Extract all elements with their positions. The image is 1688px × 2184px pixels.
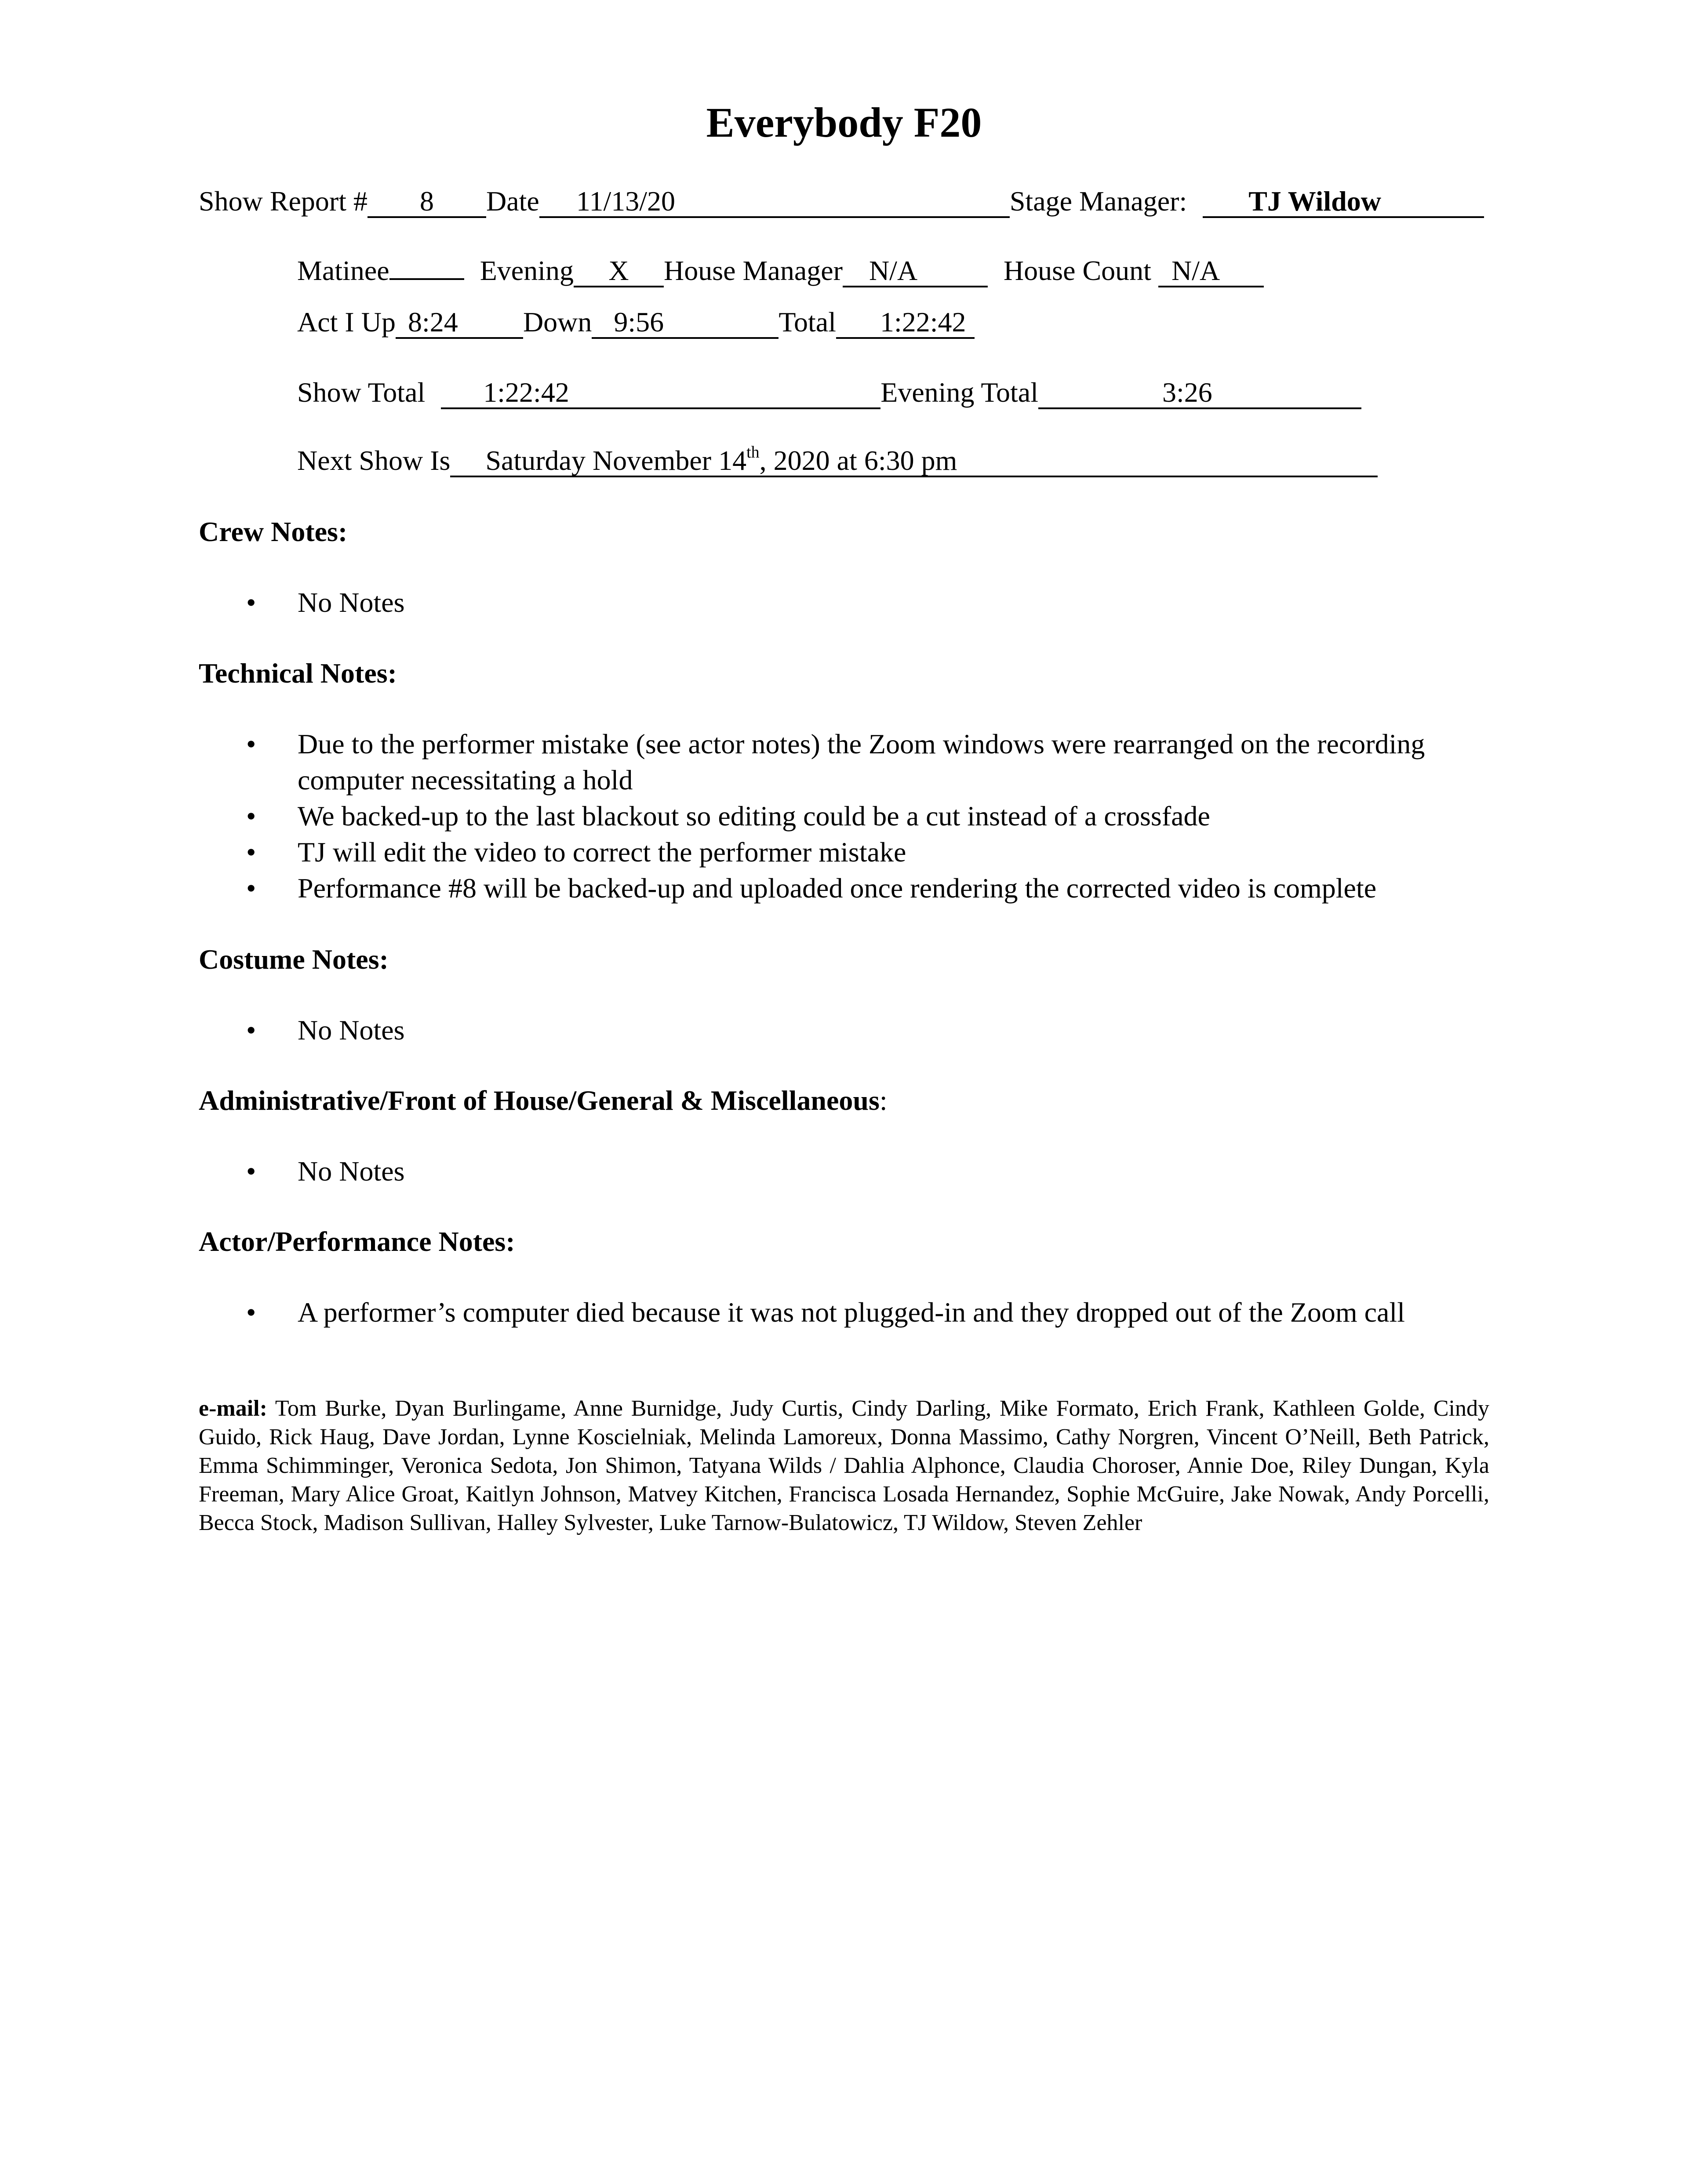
bullet-icon: •: [246, 587, 256, 618]
technical-notes-list: [199, 726, 1489, 906]
act-total-value: 1:22:42: [836, 308, 975, 339]
next-show-row: [297, 444, 1378, 478]
show-total-label: Show Total: [297, 377, 426, 408]
crew-notes-heading: Crew Notes:: [199, 516, 348, 547]
house-manager-label: House Manager: [663, 255, 843, 286]
performance-row: [297, 254, 1264, 288]
next-show-value: [450, 443, 1378, 477]
bullet-icon: •: [246, 800, 256, 832]
matinee-label: Matinee: [297, 255, 389, 286]
email-distribution: [199, 1394, 1489, 1537]
bullet-icon: •: [246, 1297, 256, 1328]
bullet-icon: •: [246, 872, 256, 904]
actor-notes-heading: Actor/Performance Notes:: [199, 1226, 515, 1257]
crew-notes-list: [199, 585, 1489, 621]
house-manager-value: N/A: [843, 257, 988, 287]
act1-up-value: 8:24: [396, 308, 523, 339]
list-item: • Performance #8 will be backed-up and uploaded once rendering the corrected video is complete: [199, 870, 1489, 906]
list-item: • A performer’s computer died because it was not plugged-in and they dropped out of the Zoom call: [199, 1294, 1489, 1330]
admin-notes-list: [199, 1153, 1489, 1189]
next-show-date: Saturday November 14: [485, 445, 747, 476]
down-value: 9:56: [592, 308, 779, 339]
document-title: Everybody F20: [706, 99, 982, 146]
date-value: 11/13/20: [539, 187, 1010, 218]
admin-notes-heading-text: Administrative/Front of House/General & Miscellaneous: [199, 1085, 880, 1116]
stage-manager-value: TJ Wildow: [1203, 187, 1484, 218]
list-item: • No Notes: [199, 1012, 1489, 1048]
matinee-value: [389, 277, 464, 280]
list-item: • No Notes: [199, 1153, 1489, 1189]
total-label: Total: [779, 306, 836, 338]
next-show-date-suffix: th: [746, 443, 760, 462]
house-count-value: N/A: [1158, 257, 1264, 287]
act1-up-label: Act I Up: [297, 306, 396, 338]
report-header-row: [199, 185, 1484, 218]
bullet-icon: •: [246, 1156, 256, 1187]
bullet-icon: •: [246, 1014, 256, 1046]
list-item: • Due to the performer mistake (see actor notes) the Zoom windows were rearranged on the recording computer necessitating a hold: [199, 726, 1489, 798]
down-label: Down: [523, 306, 592, 338]
bullet-icon: •: [246, 728, 256, 759]
show-report-number: 8: [367, 187, 486, 218]
costume-notes-list: [199, 1012, 1489, 1048]
list-item: • We backed-up to the last blackout so editing could be a cut instead of a crossfade: [199, 798, 1489, 834]
date-label: Date: [486, 185, 539, 217]
show-total-value: 1:22:42: [441, 378, 880, 409]
house-count-label: House Count: [1003, 255, 1151, 286]
list-item: • TJ will edit the video to correct the performer mistake: [199, 834, 1489, 870]
admin-notes-heading-colon: :: [879, 1085, 888, 1116]
admin-notes-heading: [199, 1084, 888, 1118]
evening-total-value: 3:26: [1038, 378, 1361, 409]
email-recipients: Tom Burke, Dyan Burlingame, Anne Burnidge, Judy Curtis, Cindy Darling, Mike Formato, Erich Frank, Kathleen Golde, Cindy Guido, Rick Haug, Dave Jordan, Lynne Koscielniak, Melinda Lamoreux, Donna Massimo, Cathy Norgren, Vincent O’Neill, Beth Patrick, Emma Schimminger, Veronica Sedota, Jon Shimon, Tatyana Wilds / Dahlia Alphonce, Claudia Choroser, Annie Doe, Riley Dungan, Kyla Freeman, Mary Alice Groat, Kaitlyn Johnson, Matvey Kitchen, Francisca Losada Hernandez, Sophie McGuire, Jake Nowak, Andy Porcelli, Becca Stock, Madison Sullivan, Halley Sylvester, Luke Tarnow-Bulatowicz, TJ Wildow, Steven Zehler: [199, 1396, 1489, 1535]
next-show-time: , 2020 at 6:30 pm: [759, 445, 957, 476]
technical-notes-heading: Technical Notes:: [199, 658, 397, 689]
list-item: • No Notes: [199, 585, 1489, 621]
next-show-label: Next Show Is: [297, 445, 451, 476]
costume-notes-heading: Costume Notes:: [199, 944, 389, 975]
email-label: e-mail:: [199, 1396, 267, 1421]
evening-total-label: Evening Total: [880, 377, 1038, 408]
bullet-icon: •: [246, 836, 256, 868]
stage-manager-label: Stage Manager:: [1009, 185, 1187, 217]
evening-label: Evening: [480, 255, 574, 286]
act-timing-row: [297, 305, 975, 339]
show-report-label: Show Report #: [199, 185, 367, 217]
evening-value: X: [574, 257, 664, 287]
totals-row: [297, 376, 1361, 410]
actor-notes-list: [199, 1294, 1489, 1330]
